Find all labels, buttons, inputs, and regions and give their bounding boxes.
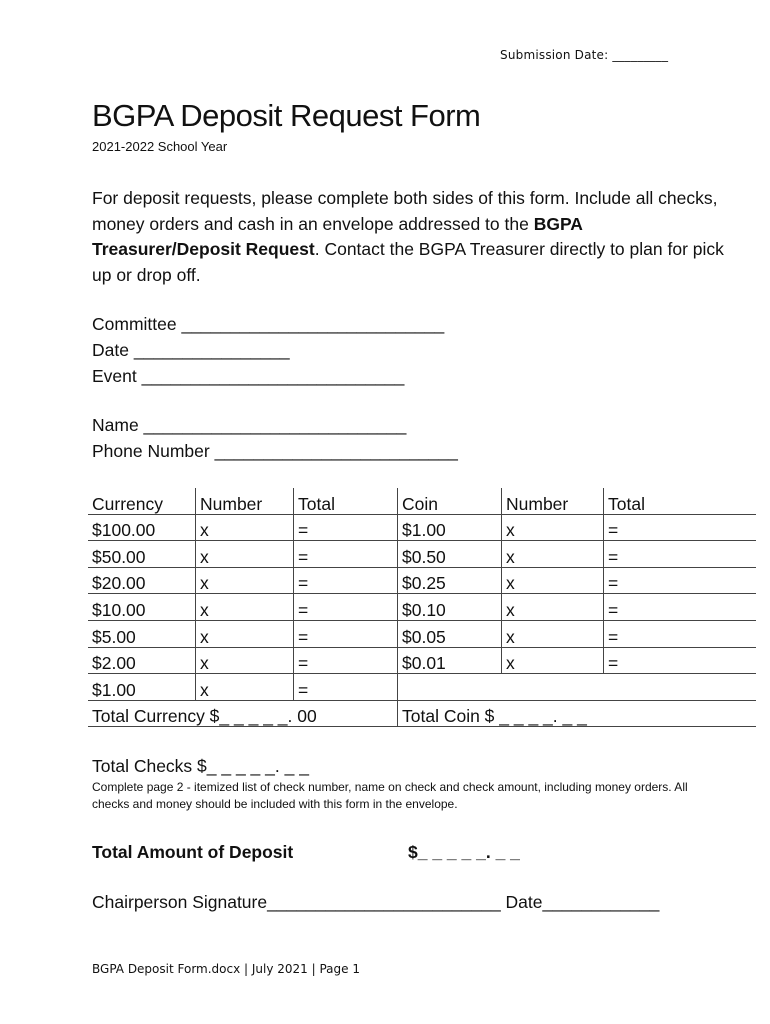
header-currency: Currency <box>88 488 196 514</box>
coin-number-cell[interactable]: x <box>502 514 604 541</box>
number-cell[interactable]: x <box>196 514 294 541</box>
table-row <box>88 647 756 674</box>
number-cell[interactable]: x <box>196 620 294 647</box>
header-coin: Coin <box>398 488 502 514</box>
total-cell[interactable]: = <box>294 620 398 647</box>
number-cell[interactable]: x <box>196 647 294 674</box>
total-cell[interactable]: = <box>294 594 398 621</box>
submission-date: Submission Date: _________ <box>500 48 669 62</box>
event-field[interactable]: Event ___________________________ <box>92 366 405 386</box>
coin-total-cell[interactable]: = <box>604 647 757 674</box>
page-title: BGPA Deposit Request Form <box>92 98 481 133</box>
total-cell[interactable]: = <box>294 541 398 568</box>
header-number: Number <box>196 488 294 514</box>
school-year: 2021-2022 School Year <box>92 139 228 154</box>
coin-number-cell[interactable]: x <box>502 594 604 621</box>
coin-number-cell[interactable]: x <box>502 647 604 674</box>
committee-field[interactable]: Committee ___________________________ <box>92 314 445 334</box>
table-header-row <box>88 488 756 514</box>
page-footer: BGPA Deposit Form.docx | July 2021 | Page 1 <box>92 962 360 976</box>
cash-count-table <box>88 488 756 727</box>
table-row <box>88 674 756 701</box>
total-cell[interactable]: = <box>294 674 398 701</box>
coin-number-cell[interactable]: x <box>502 620 604 647</box>
coin-total-cell[interactable]: = <box>604 514 757 541</box>
total-cell[interactable]: = <box>294 647 398 674</box>
coin-cell: $1.00 <box>398 514 502 541</box>
currency-cell: $20.00 <box>88 567 196 594</box>
total-checks[interactable]: Total Checks $_ _ _ _ _. _ _ <box>92 756 309 776</box>
table-row <box>88 567 756 594</box>
date-field[interactable]: Date ________________ <box>92 340 290 360</box>
number-cell[interactable]: x <box>196 541 294 568</box>
intro-text-1: For deposit requests, please complete both sides of this form. Include all checks, money orders and cash in an envelope addressed to the <box>92 188 718 234</box>
currency-cell: $5.00 <box>88 620 196 647</box>
table-row <box>88 620 756 647</box>
total-coin[interactable]: Total Coin $ _ _ _ _. _ _ <box>398 700 757 727</box>
table-row <box>88 514 756 541</box>
header-coin-number: Number <box>502 488 604 514</box>
intro-bold-recipient: BGPA Treasurer/Deposit Request <box>92 213 583 259</box>
number-cell[interactable]: x <box>196 674 294 701</box>
total-cell[interactable]: = <box>294 514 398 541</box>
intro-paragraph <box>92 186 732 288</box>
coin-total-cell[interactable]: = <box>604 620 757 647</box>
number-cell[interactable]: x <box>196 567 294 594</box>
coin-cell: $0.01 <box>398 647 502 674</box>
coin-number-cell[interactable]: x <box>502 567 604 594</box>
total-deposit-label: Total Amount of Deposit <box>92 842 294 862</box>
phone-field[interactable]: Phone Number _________________________ <box>92 441 458 461</box>
table-row <box>88 541 756 568</box>
total-cell[interactable]: = <box>294 567 398 594</box>
coin-cell: $0.25 <box>398 567 502 594</box>
currency-cell: $50.00 <box>88 541 196 568</box>
table-totals-row <box>88 700 756 727</box>
header-total: Total <box>294 488 398 514</box>
name-field[interactable]: Name ___________________________ <box>92 415 407 435</box>
checks-note: Complete page 2 - itemized list of check number, name on check and check amount, including money orders. All checks and money should be included with this form in the envelope. <box>92 780 688 811</box>
currency-cell: $1.00 <box>88 674 196 701</box>
currency-cell: $10.00 <box>88 594 196 621</box>
coin-cell: $0.10 <box>398 594 502 621</box>
empty-coin-cell <box>398 674 757 701</box>
total-deposit-value[interactable]: $_ _ _ _ _. _ _ <box>408 842 520 862</box>
coin-number-cell[interactable]: x <box>502 541 604 568</box>
currency-cell: $2.00 <box>88 647 196 674</box>
coin-cell: $0.50 <box>398 541 502 568</box>
intro-text-2: . Contact the BGPA Treasurer directly to plan for pick up or drop off. <box>92 239 724 285</box>
signature-line[interactable]: Chairperson Signature________________________ Date____________ <box>92 892 660 912</box>
currency-cell: $100.00 <box>88 514 196 541</box>
header-coin-total: Total <box>604 488 757 514</box>
coin-cell: $0.05 <box>398 620 502 647</box>
number-cell[interactable]: x <box>196 594 294 621</box>
coin-total-cell[interactable]: = <box>604 541 757 568</box>
total-currency[interactable]: Total Currency $_ _ _ _ _. 00 <box>88 700 398 727</box>
table-row <box>88 594 756 621</box>
coin-total-cell[interactable]: = <box>604 567 757 594</box>
coin-total-cell[interactable]: = <box>604 594 757 621</box>
